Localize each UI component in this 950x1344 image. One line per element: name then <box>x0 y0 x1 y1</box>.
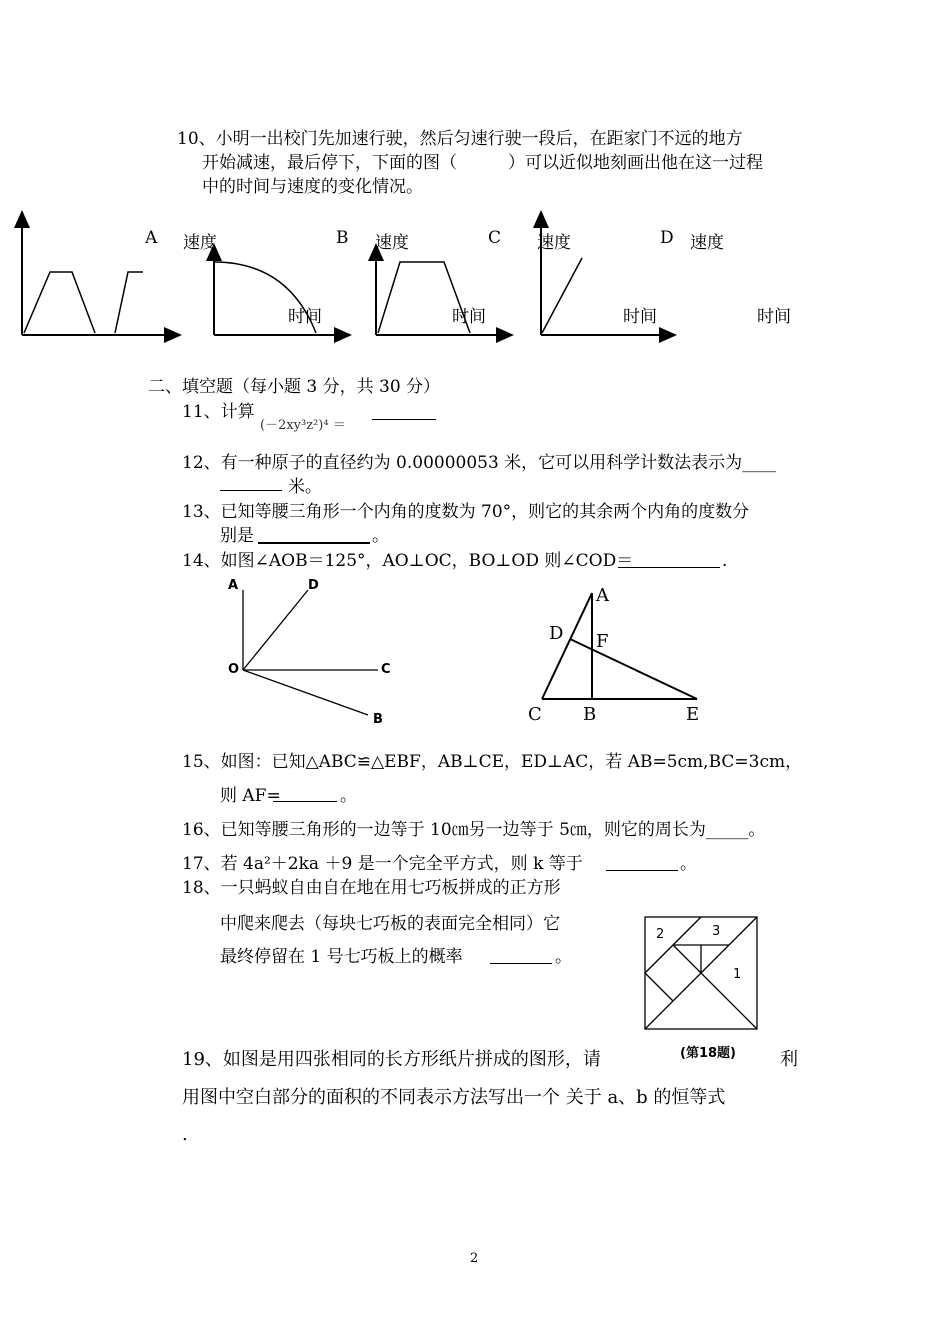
fig2-label-a: A <box>596 585 609 606</box>
option-b-ylabel: 速度 <box>375 233 409 253</box>
q10-line1: 10、小明一出校门先加速行驶，然后匀速行驶一段后，在距家门不远的地方 <box>177 129 743 149</box>
q11-formula: (－2xy³z²)⁴ ＝ <box>260 418 346 433</box>
fig1-label-a: A <box>228 578 239 593</box>
q19-line1: 19、如图是用四张相同的长方形纸片拼成的图形，请 <box>182 1049 601 1070</box>
option-a-xlabel: 时间 <box>288 307 322 327</box>
fig1-label-o: O <box>228 662 240 677</box>
fig1-label-d: D <box>308 578 319 593</box>
option-c-ylabel: 速度 <box>537 233 571 253</box>
tangram-caption: (第18题) <box>680 1046 736 1061</box>
q12-line2: 米。 <box>288 477 322 497</box>
q15-line1: 15、如图：已知△ABC≌△EBF，AB⊥CE，ED⊥AC，若 AB=5cm,BC=3cm， <box>182 752 803 772</box>
option-d-xlabel: 时间 <box>757 307 791 327</box>
option-a-letter: A <box>145 228 158 248</box>
q18-line3: 最终停留在 1 号七巧板上的概率 <box>220 947 463 967</box>
section-title: 二、填空题（每小题 3 分，共 30 分） <box>148 377 441 397</box>
option-c-letter: C <box>488 228 502 248</box>
q10-line2: 开始减速，最后停下，下面的图（ ）可以近似地刻画出他在这一过程 <box>202 153 763 173</box>
q19-line3: . <box>182 1124 188 1145</box>
q19-line2: 用图中空白部分的面积的不同表示方法写出一个 关于 a、b 的恒等式 <box>182 1087 726 1108</box>
fig2-label-f: F <box>596 631 609 652</box>
q11-text: 11、计算 <box>182 402 255 422</box>
fig1-label-b: B <box>373 712 383 727</box>
q14-text: 14、如图∠AOB＝125°，AO⊥OC，BO⊥OD 则∠COD＝ <box>182 551 634 571</box>
q13-line2: 别是 <box>220 526 254 546</box>
q12-line1: 12、有一种原子的直径约为 0.00000053 米，它可以用科学计数法表示为____ <box>182 453 777 473</box>
fig2-label-d: D <box>549 623 564 644</box>
fig2-label-e: E <box>686 704 700 725</box>
tangram-label-2: 2 <box>656 927 665 942</box>
page-number: 2 <box>470 1251 479 1266</box>
option-d-ylabel: 速度 <box>690 233 724 253</box>
q16-text: 16、已知等腰三角形的一边等于 10㎝另一边等于 5㎝，则它的周长为_____。 <box>182 820 766 840</box>
q19-line1-end: 利 <box>780 1049 798 1070</box>
q18-line1: 18、一只蚂蚁自由自在地在用七巧板拼成的正方形 <box>182 878 561 898</box>
q15-line2: 则 AF= <box>220 786 281 806</box>
fig2-label-b: B <box>583 704 597 725</box>
option-a-ylabel: 速度 <box>183 233 217 253</box>
fig2-label-c: C <box>528 704 542 725</box>
q14-end: . <box>722 551 728 571</box>
option-c-xlabel: 时间 <box>623 307 657 327</box>
q13-line2-end: 。 <box>372 526 389 546</box>
tangram-label-3: 3 <box>712 924 721 939</box>
option-d-letter: D <box>660 228 674 248</box>
q13-line1: 13、已知等腰三角形一个内角的度数为 70°，则它的其余两个内角的度数分 <box>182 502 750 522</box>
q18-line2: 中爬来爬去（每块七巧板的表面完全相同）它 <box>220 914 560 934</box>
q10-line3: 中的时间与速度的变化情况。 <box>202 177 423 197</box>
q15-line2-end: 。 <box>340 786 357 806</box>
option-b-letter: B <box>336 228 349 248</box>
q18-line3-end: 。 <box>555 947 572 967</box>
q17-text: 17、若 4a²＋2ka ＋9 是一个完全平方式，则 k 等于 <box>182 854 583 874</box>
fig1-label-c: C <box>381 662 391 677</box>
tangram-label-1: 1 <box>733 967 742 982</box>
q17-end: 。 <box>680 854 697 874</box>
option-b-xlabel: 时间 <box>452 307 486 327</box>
